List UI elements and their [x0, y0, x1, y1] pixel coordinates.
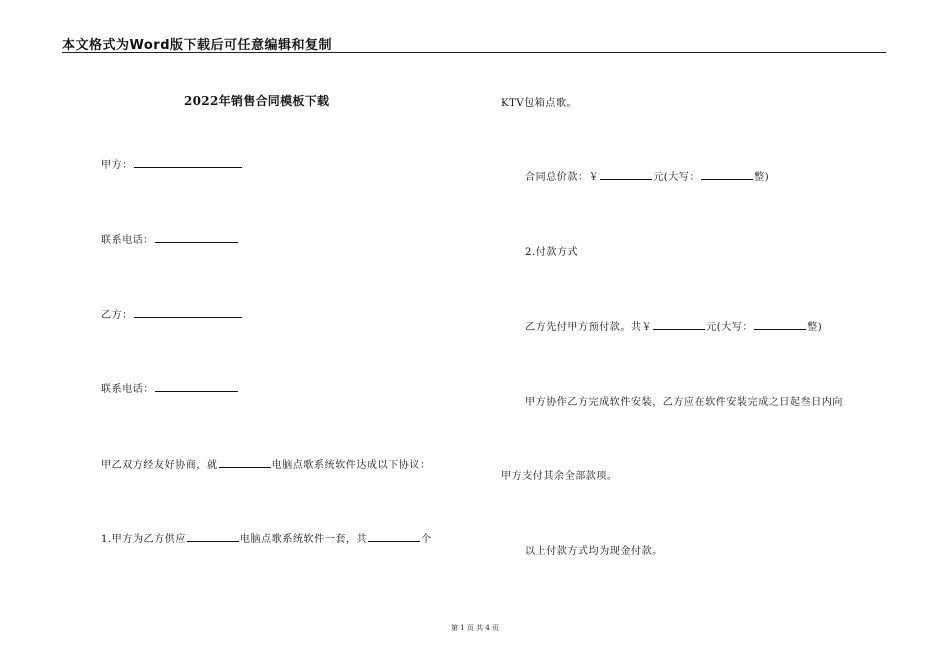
- phone-b-label: 联系电话：: [101, 384, 154, 395]
- agreement-pre: 甲乙双方经友好协商，就: [101, 460, 218, 471]
- header-text: 本文格式为Word版下载后可任意编辑和复制: [62, 38, 333, 53]
- prepay-pre: 乙方先付甲方预付款。共￥: [525, 322, 653, 333]
- party-b-blank: [134, 308, 242, 318]
- page-header: [62, 34, 886, 53]
- agreement-blank: [219, 458, 271, 468]
- party-b-label: 乙方：: [101, 310, 133, 321]
- total-price-line: [525, 168, 769, 183]
- phone-a-label: 联系电话：: [101, 235, 154, 246]
- prepay-words-blank: [754, 320, 806, 330]
- total-amount-blank: [600, 170, 652, 180]
- phone-b-blank: [155, 382, 238, 392]
- item1-pre: 1.甲方为乙方供应: [101, 534, 186, 545]
- page-number: 第 1 页 共 4 页: [450, 624, 500, 632]
- party-a-blank: [134, 158, 242, 168]
- total-mid: 元(大写：: [653, 172, 701, 183]
- item1-blank-2: [368, 532, 420, 542]
- payment-heading: 2.付款方式: [525, 247, 579, 258]
- cash-line: 以上付款方式均为现金付款。: [525, 546, 663, 557]
- prepay-post: 整): [807, 322, 823, 333]
- phone-b-line: [101, 380, 239, 395]
- party-b-line: [101, 306, 243, 321]
- party-a-label: 甲方：: [101, 160, 133, 171]
- item1-mid: 电脑点歌系统软件一套，共: [239, 534, 368, 545]
- total-words-blank: [701, 170, 753, 180]
- ktv-line: KTV包箱点歌。: [501, 98, 578, 109]
- item1-line: [101, 530, 432, 545]
- item1-post: 个: [421, 534, 432, 545]
- prepay-amount-blank: [653, 320, 705, 330]
- balance-line: 甲方支付其余全部款项。: [501, 471, 618, 482]
- agreement-line: [101, 456, 431, 471]
- total-pre: 合同总价款：￥: [525, 172, 600, 183]
- document-title: 2022年销售合同模板下载: [184, 94, 330, 108]
- total-post: 整): [754, 172, 770, 183]
- phone-a-line: [101, 231, 239, 246]
- phone-a-blank: [155, 233, 238, 243]
- party-a-line: [101, 156, 243, 171]
- agreement-post: 电脑点歌系统软件达成以下协议：: [271, 460, 431, 471]
- prepay-mid: 元(大写：: [706, 322, 754, 333]
- install-line: 甲方协作乙方完成软件安装，乙方应在软件安装完成之日起叁日内向: [525, 397, 843, 408]
- item1-blank-1: [187, 532, 239, 542]
- prepay-line: [525, 318, 822, 333]
